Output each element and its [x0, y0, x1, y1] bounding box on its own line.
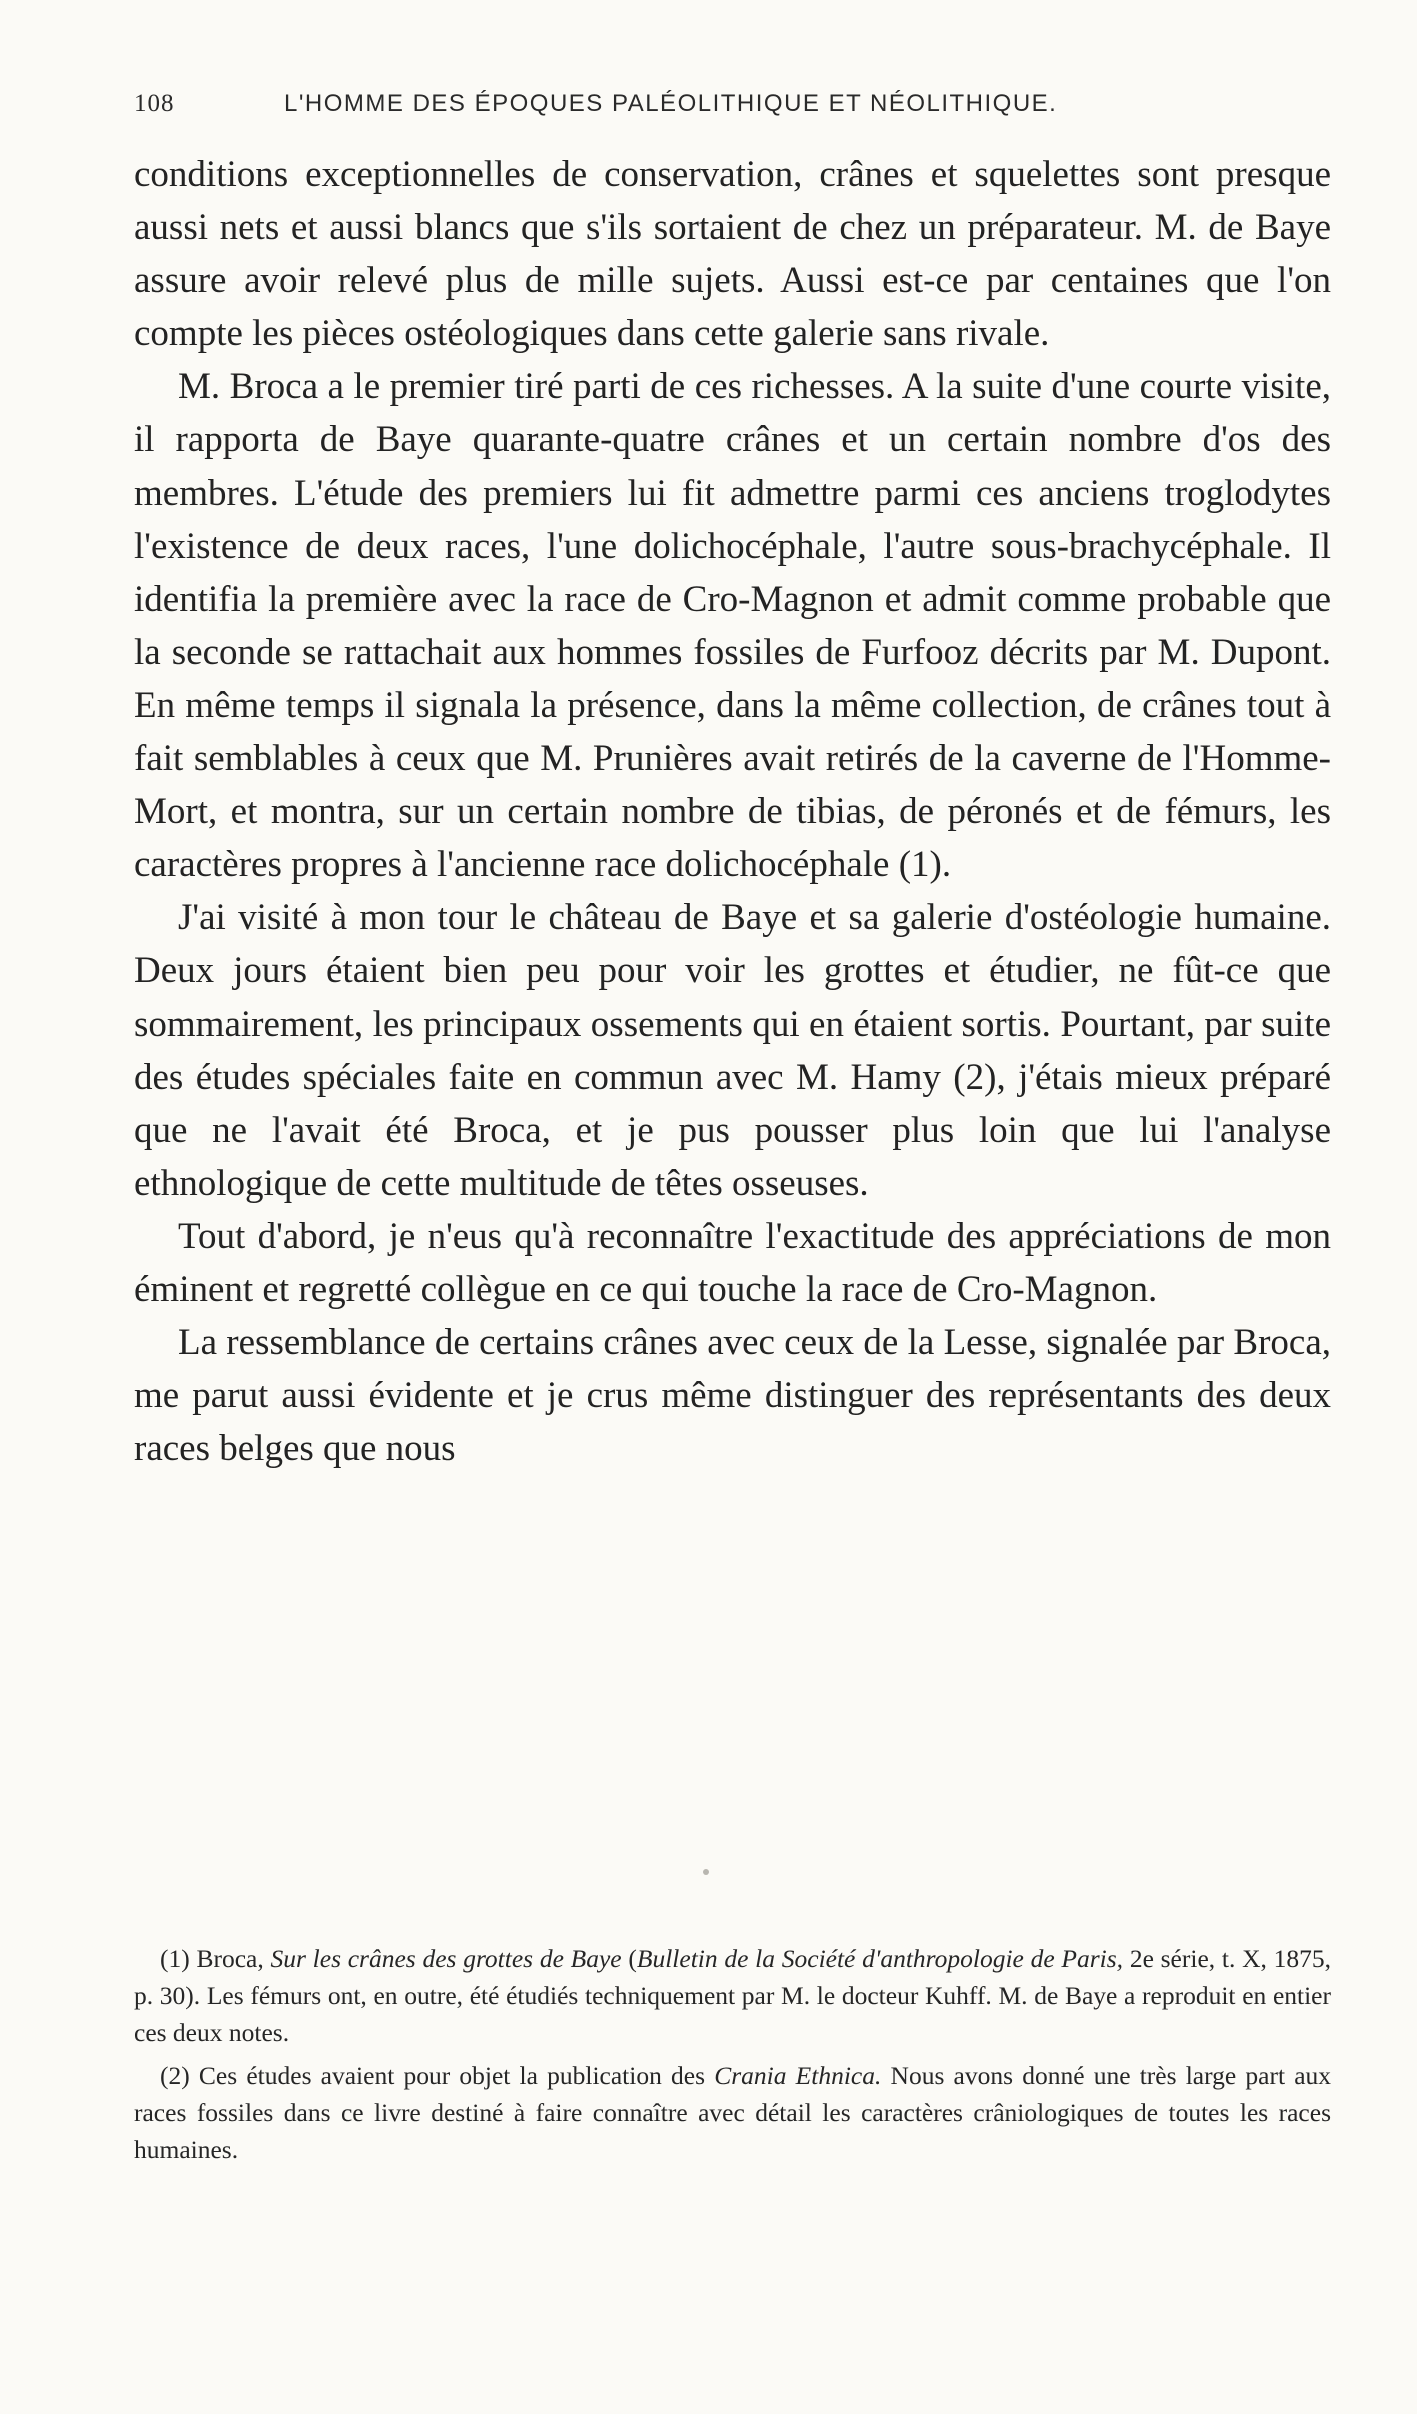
footnote-marker: (2)	[160, 2061, 190, 2090]
paragraph: J'ai visité à mon tour le château de Baye et sa galerie d'ostéologie humaine. Deux jours étaient bien peu pour voir les grottes et étudier, ne fût-ce que sommairement, les principaux ossements qui en étaient sortis. Pourtant, par suite des études spéciales faite en commun avec M. Hamy (2), j'étais mieux préparé que ne l'avait été Broca, et je pus pousser plus loin que lui l'analyse ethnologique de cette multitude de têtes osseuses.	[134, 897, 1331, 1204]
footnote-author: Broca,	[196, 1944, 264, 1973]
footnote-journal: Bulletin de la Société d'anthropologie de Paris,	[636, 1944, 1124, 1973]
paragraph: conditions exceptionnelles de conservation, crânes et squelettes sont presque aussi nets et aussi blancs que s'ils sortaient de chez un préparateur. M. de Baye assure avoir relevé plus de mille sujets. Aussi est-ce par centaines que l'on compte les pièces ostéologiques dans cette galerie sans rivale.	[134, 154, 1331, 355]
paragraph: M. Broca a le premier tiré parti de ces richesses. A la suite d'une courte visite, il rapporta de Baye quarante-quatre crânes et un certain nombre d'os des membres. L'étude des premiers lui fit admettre parmi ces anciens troglodytes l'existence de deux races, l'une dolichocéphale, l'autre sous-brachycéphale. Il identifia la première avec la race de Cro-Magnon et admit comme probable que la seconde se rattachait aux hommes fossiles de Furfooz décrits par M. Dupont. En même temps il signala la présence, dans la même collection, de crânes tout à fait semblables à ceux que M. Prunières avait retirés de la caverne de l'Homme-Mort, et montra, sur un certain nombre de tibias, de péronés et de fémurs, les caractères propres à l'ancienne race dolichocéphale (1).	[134, 366, 1331, 886]
footnotes	[134, 1940, 1331, 2174]
footnote-rest: 2e série, t. X, 1875, p. 30). Les fémurs ont, en outre, été étudiés techniquement par M. le docteur Kuhff. M. de Baye a reproduit en entier ces deux notes.	[134, 1944, 1331, 2047]
footnote-paren: (	[628, 1944, 637, 1973]
footnote-text: Nous avons donné une très large part aux races fossiles dans ce livre destiné à faire connaître avec détail les caractères crâniologiques de toutes les races humaines.	[134, 2061, 1332, 2164]
page-number: 108	[134, 90, 175, 117]
footnote-text: Ces études avaient pour objet la publication des	[198, 2061, 706, 2090]
footnote-marker: (1)	[160, 1944, 190, 1973]
footnote-2	[134, 2057, 1331, 2168]
running-title: L'HOMME DES ÉPOQUES PALÉOLITHIQUE ET NÉOLITHIQUE.	[284, 90, 1058, 117]
footnote-work-title: Crania Ethnica.	[714, 2061, 882, 2090]
paragraph: Tout d'abord, je n'eus qu'à reconnaître l'exactitude des appréciations de mon éminent et regretté collègue en ce qui touche la race de Cro-Magnon.	[134, 1215, 1331, 1310]
main-text	[134, 148, 1331, 1475]
print-mark-dot	[703, 1869, 709, 1875]
footnote-title: Sur les crânes des grottes de Baye	[270, 1944, 622, 1973]
footnote-1	[134, 1940, 1331, 2051]
paragraph: La ressemblance de certains crânes avec ceux de la Lesse, signalée par Broca, me parut aussi évidente et je crus même distinguer des représentants des deux races belges que nous	[134, 1322, 1331, 1470]
page-header	[134, 90, 1334, 130]
